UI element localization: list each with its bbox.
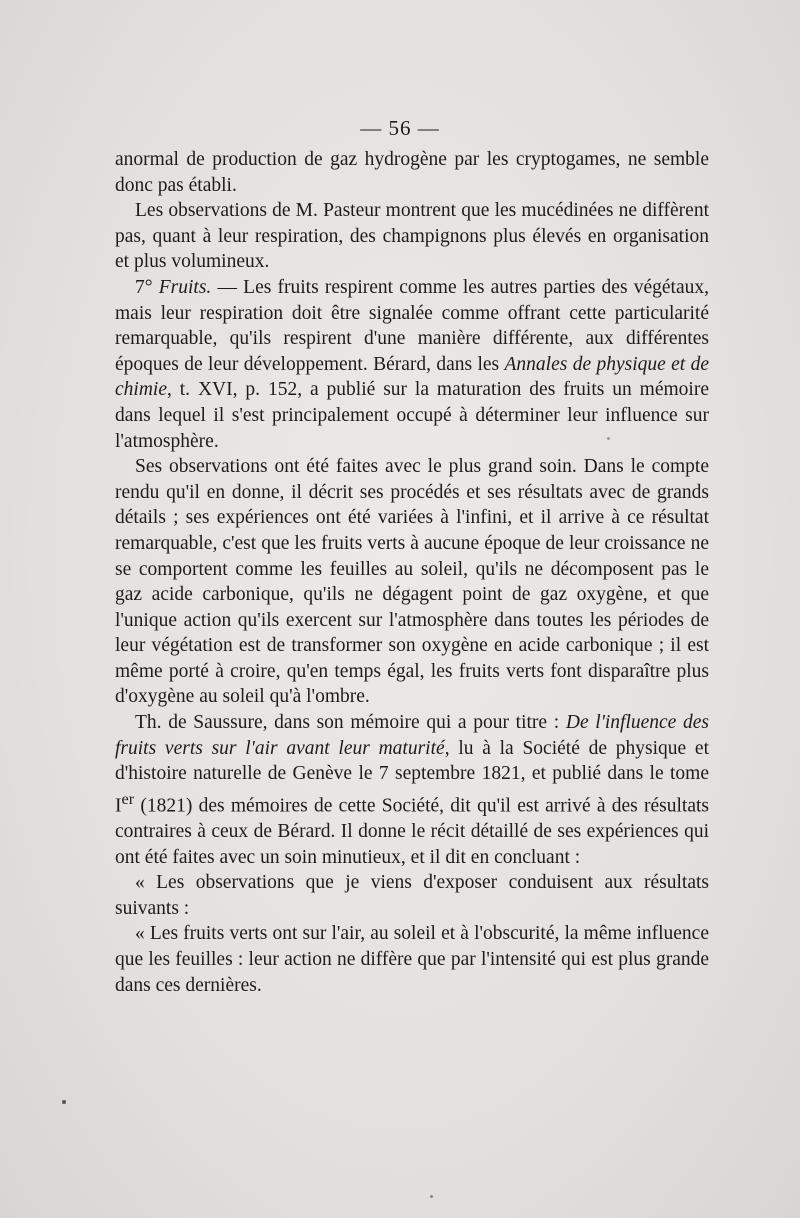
paragraph-fruits-text-b: , t. XVI, p. 152, a publié sur la maturation des fruits un mémoire dans lequel il s'est principalement occupé à déterminer leur influence sur l'atmosphère.: [115, 379, 709, 452]
paper-speck: [607, 437, 610, 440]
section-number: 7°: [135, 276, 159, 298]
memoir-title: De l'influence des fruits verts sur l'air avant leur maturité: [115, 712, 709, 759]
paragraph-saussure-text-c: (1821) des mémoires de cette Société, dit qu'il est arrivé à des résultats contraires à ceux de Bérard. Il donne le récit détaillé de ses expériences qui ont été faites avec un soin minutieux, et il dit en concluant :: [115, 795, 709, 868]
paragraph-fruits: [115, 275, 709, 454]
paragraph-saussure: [115, 710, 709, 870]
paragraph-saussure-text-a: Th. de Saussure, dans son mémoire qui a pour titre :: [135, 712, 566, 734]
paragraph-fruits-text-a: — Les fruits respirent comme les autres parties des végétaux, mais leur respiration doit être signalée comme offrant cette particularité remarquable, qu'ils respirent d'une manière différente, aux différentes époques de leur développement. Bérard, dans les: [115, 276, 709, 375]
superscript-er: er: [121, 789, 135, 808]
section-title: Fruits.: [158, 276, 212, 298]
paper-speck: [430, 1195, 433, 1198]
quote-paragraph-1: « Les observations que je viens d'exposer conduisent aux résultats suivants :: [115, 872, 709, 919]
journal-title: Annales de physique et de chimie: [115, 353, 709, 401]
page-number: — 56 —: [360, 116, 440, 140]
body-text: [115, 147, 709, 998]
quote-paragraph-2: « Les fruits verts ont sur l'air, au soleil et à l'obscurité, la même influence que les feuilles : leur action ne diffère que par l'intensité qui est plus grande dans ces dernières.: [115, 923, 709, 996]
paper-speck: [62, 1100, 66, 1104]
paragraph-saussure-text-b: , lu à la Société de physique et d'histoire naturelle de Genève le 7 septembre 1821, et publié dans le tome I: [115, 737, 710, 817]
paragraph-berard-observations: Ses observations ont été faites avec le plus grand soin. Dans le compte rendu qu'il en donne, il décrit ses procédés et ses résultats avec de grands détails ; ses expériences ont été variées à l'infini, et il arrive à ce résultat remarquable, c'est que les fruits verts à aucune époque de leur croissance ne se comportent comme les feuilles au soleil, qu'ils ne décomposent pas le gaz acide carbonique, qu'ils ne dégagent point de gaz oxygène, et que l'unique action qu'ils exercent sur l'atmosphère dans toutes les périodes de leur végétation est de transformer son oxygène en acide carbonique ; il est même porté à croire, qu'en temps égal, les fruits verts font disparaître plus d'oxygène au soleil qu'à l'ombre.: [115, 456, 709, 708]
paragraph-continuation: anormal de production de gaz hydrogène par les cryptogames, ne semble donc pas établi.: [115, 149, 709, 196]
paragraph-pasteur: Les observations de M. Pasteur montrent que les mucédinées ne diffèrent pas, quant à leur respiration, des champignons plus élevés en organisation et plus volumineux.: [115, 200, 709, 273]
